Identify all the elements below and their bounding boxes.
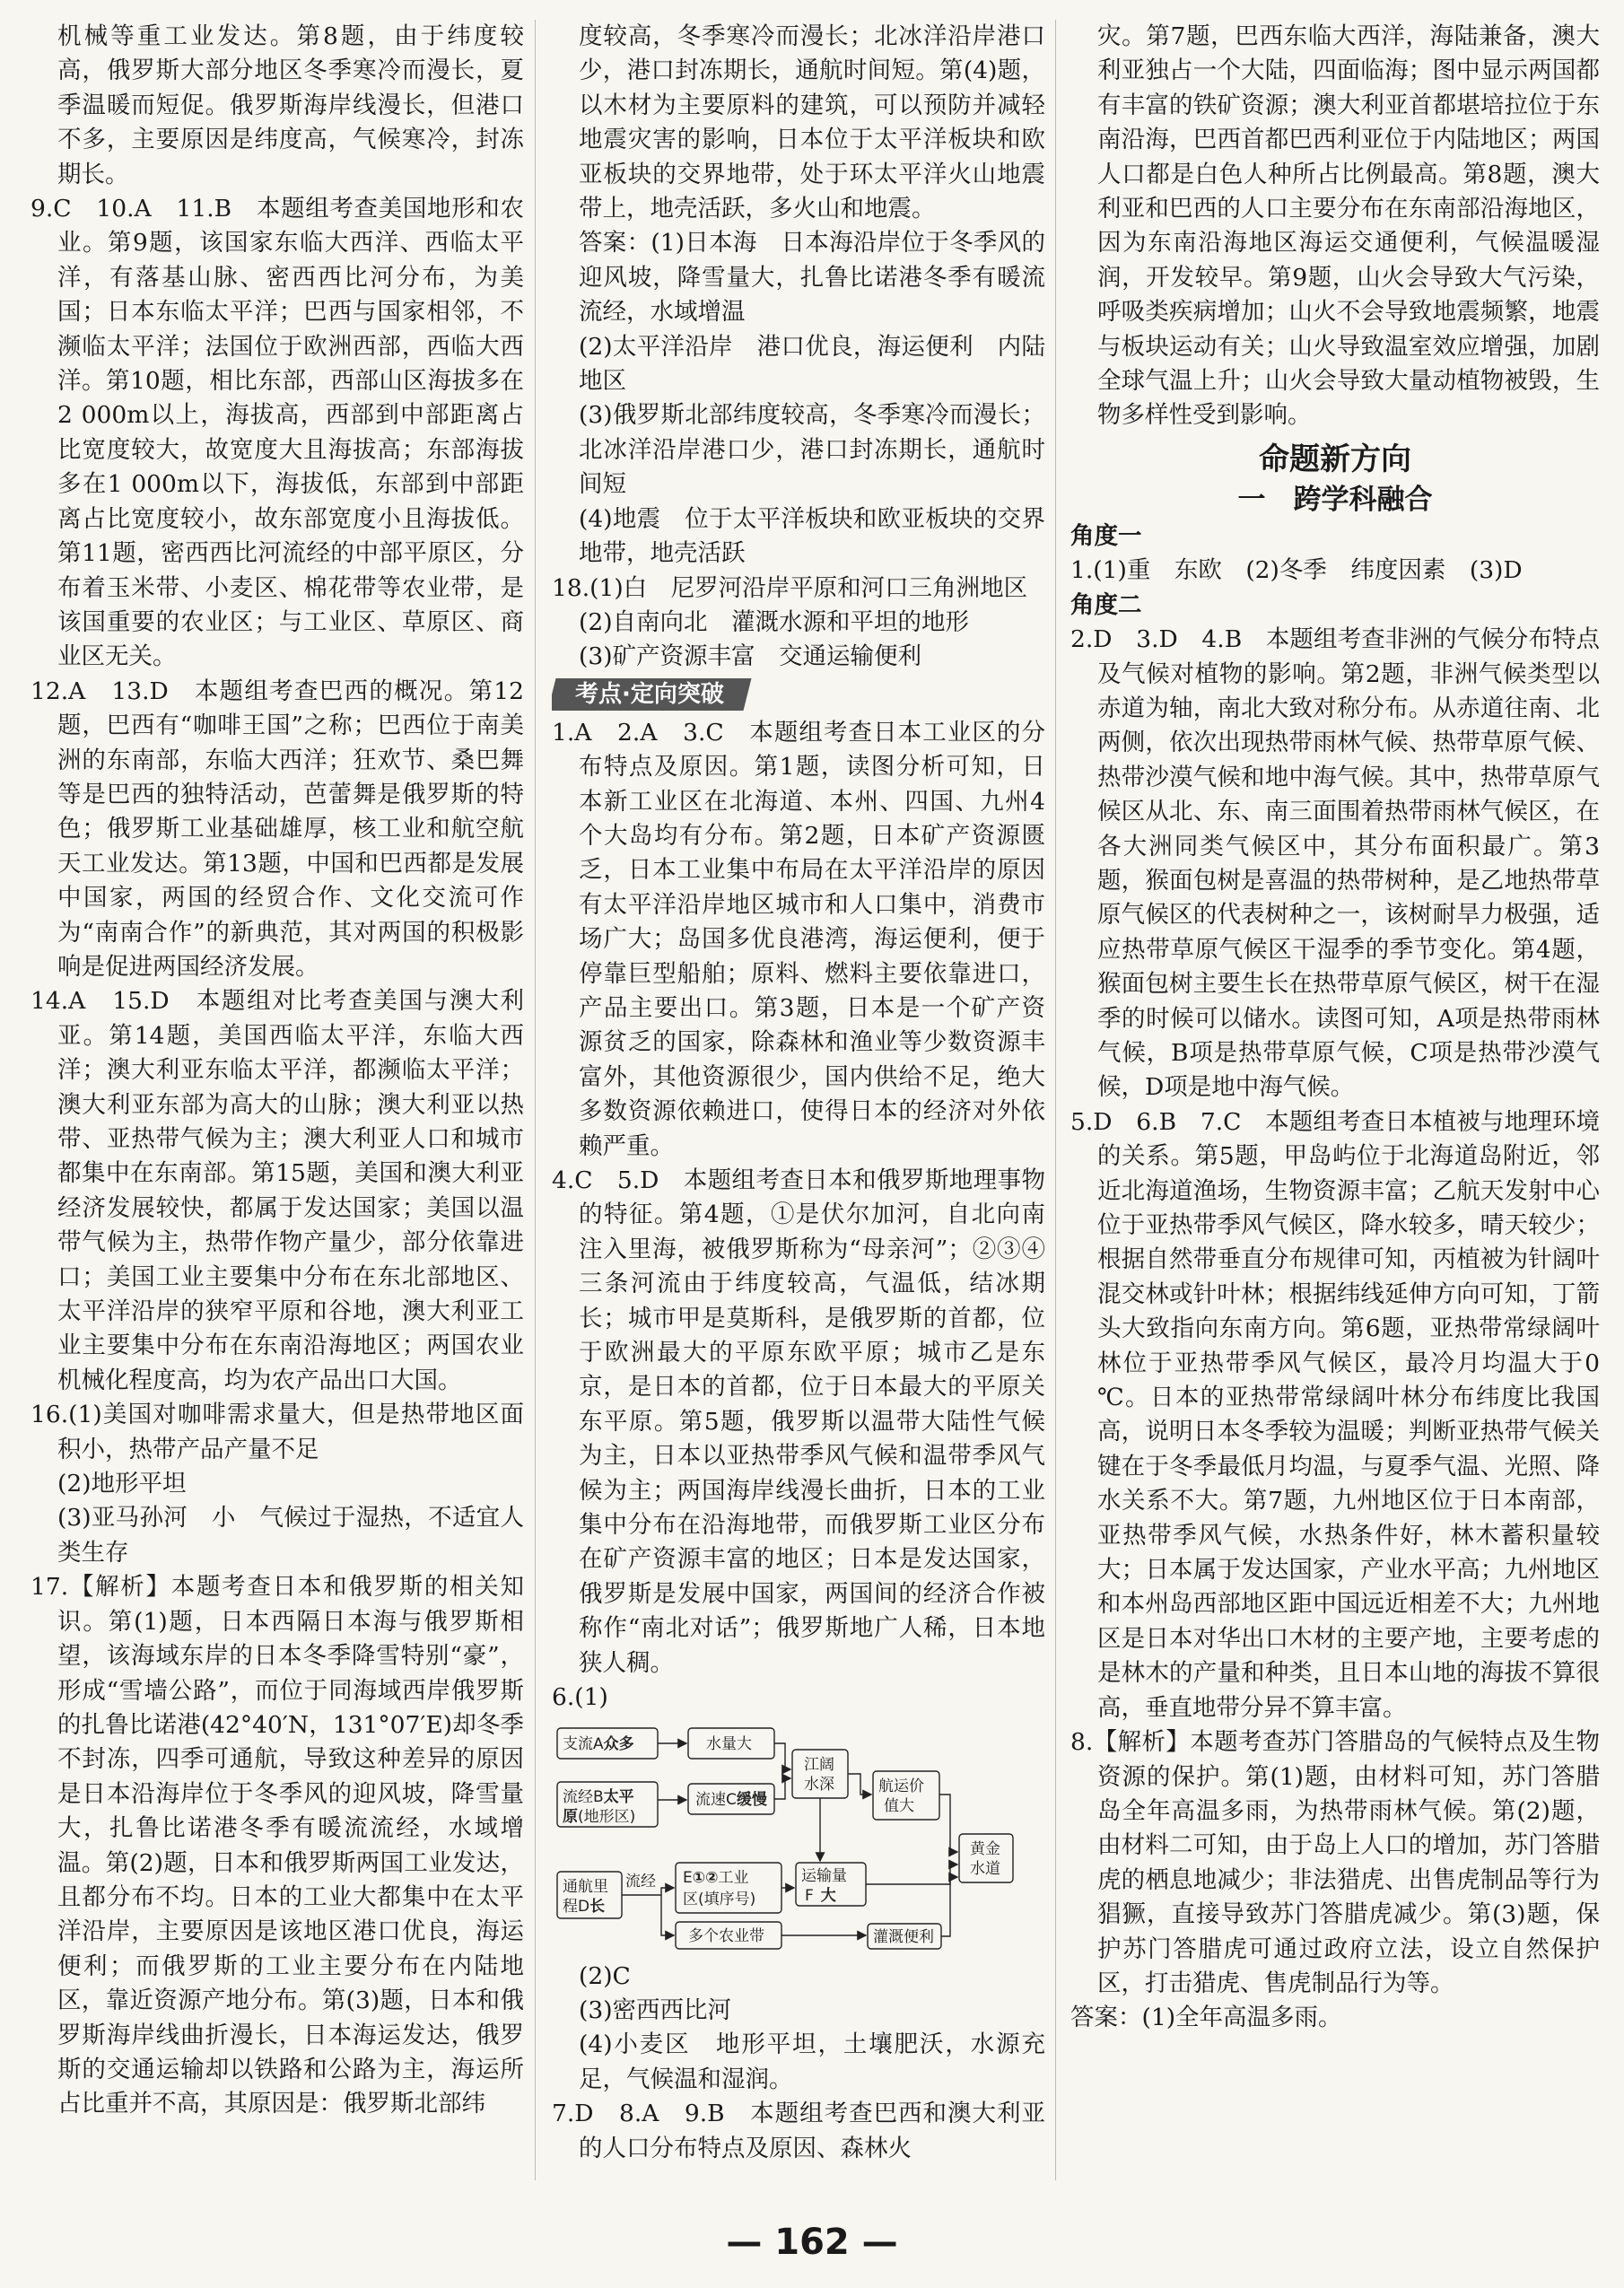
- svg-text:支流A众多: 支流A众多: [563, 1734, 634, 1753]
- svg-text:流经B太平: 流经B太平: [563, 1787, 634, 1806]
- section-title: 命题新方向: [1259, 441, 1411, 477]
- angle-two-answers: [1070, 623, 1600, 2036]
- paragraph: (4)小麦区 地形平坦，土壤肥沃，水源充足，气候温和湿润。: [579, 2030, 1045, 2093]
- paragraph: 2.D 3.D 4.B 本题组考查非洲的气候分布特点及气候对植物的影响。第2题，非洲气候类型以赤道为轴，南北大致对称分布。从赤道往南、北两侧，依次出现热带雨林气候、热带草原气候、热带沙漠气候和地中海气候。其中，热带草原气候区从北、东、南三面围着热带雨林气候区，在各大洲同类气候区中，其分布面积最广。第3题，猴面包树是喜温的热带树种，是乙地热带草原气候区的代表树种之一，该树耐旱力极强，适应热带草原气候区干湿季的季节变化。第4题，猴面包树主要生长在热带草原气候区，树干在湿季的时候可以储水。读图可知，A项是热带雨林气候，B项是热带草原气候，C项是热带沙漠气候，D项是地中海气候。: [1070, 625, 1600, 1102]
- svg-text:多个农业带: 多个农业带: [688, 1926, 764, 1945]
- paragraph: 16.(1)美国对咖啡需求量大，但是热带地区面积小，热带产品产量不足: [31, 1401, 524, 1463]
- paragraph: 18.(1)白 尼罗河沿岸平原和河口三角洲地区: [552, 573, 1028, 602]
- column-left: [31, 20, 524, 2180]
- paragraph: 9.C 10.A 11.B 本题组考查美国地形和农业。第9题，该国家东临大西洋、西临太平洋，有落基山脉、密西西比河分布，为美国；日本东临太平洋；巴西与国家相邻，不濒临太平洋；法国位于欧洲西部，西临大西洋。第10题，相比东部，西部山区海拔多在2 000m以上，海拔高，西部到中部距离占比宽度较大，故宽度大且海拔高；东部海拔多在1 000m以下，海拔低，东部到中部距离占比宽度较小，故东部宽度小且海拔低。第11题，密西西比河流经的中部平原区，分布着玉米带、小麦区、棉花带等农业带，是该国重要的农业区；与工业区、草原区、商业区无关。: [31, 195, 524, 671]
- paragraph: (3)矿产资源丰富 交通运输便利: [579, 642, 922, 671]
- column-middle: [552, 20, 1045, 2180]
- paragraph: 1.(1)重 东欧 (2)冬季 纬度因素 (3)D: [1070, 556, 1523, 585]
- paragraph: (3)亚马孙河 小 气候过于湿热，不适宜人类生存: [57, 1504, 524, 1567]
- page-number: — 162 —: [726, 2222, 898, 2263]
- paragraph: 14.A 15.D 本题组对比考查美国与澳大利亚。第14题，美国西临太平洋，东临大西洋；澳大利亚东临太平洋，都濒临太平洋；澳大利亚东部为高大的山脉；澳大利亚以热带、亚热带气候为主；澳大利亚人口和城市都集中在东南部。第15题，美国和澳大利亚经济发展较快，都属于发达国家；美国以温带气候为主，热带作物产量少，部分依靠进口；美国工业主要集中分布在东北部地区、太平洋沿岸的狭窄平原和谷地，澳大利亚工业主要集中分布在东南沿海地区；两国农业机械化程度高，均为农产品出口大国。: [31, 987, 524, 1394]
- paragraph: 7.D 8.A 9.B 本题组考查巴西和澳大利亚的人口分布特点及原因、森林火: [552, 2100, 1045, 2162]
- svg-text:区(填序号): 区(填序号): [683, 1890, 756, 1908]
- svg-text:E①②工业: E①②工业: [683, 1868, 749, 1887]
- svg-text:程D长: 程D长: [563, 1897, 606, 1916]
- svg-text:流速C缓慢: 流速C缓慢: [695, 1790, 767, 1809]
- answer-block-7-9-cont: [1070, 20, 1600, 433]
- paragraph: (2)C: [579, 1961, 631, 1990]
- section-subtitle: 一 跨学科融合: [1237, 483, 1433, 516]
- angle-one-heading: 角度一: [1070, 521, 1142, 550]
- paragraph: (4)地震 位于太平洋板块和欧亚板块的交界地带，地壳活跃: [579, 504, 1045, 568]
- column-right: [1070, 20, 1600, 2180]
- svg-text:黄金: 黄金: [970, 1839, 1000, 1858]
- paragraph: (2)太平洋沿岸 港口优良，海运便利 内陆地区: [579, 332, 1045, 396]
- paragraph: 答案：(1)全年高温多雨。: [1070, 2004, 1342, 2032]
- svg-text:流经: 流经: [625, 1872, 656, 1891]
- angle-two-heading: 角度二: [1070, 590, 1142, 619]
- paragraph: 12.A 13.D 本题组考查巴西的概况。第12题，巴西有“咖啡王国”之称；巴西位于南美洲的东南部，东临大西洋；狂欢节、桑巴舞等是巴西的独特活动，芭蕾舞是俄罗斯的特色；俄罗斯工业基础雄厚，核工业和航空航天工业发达。第13题，中国和巴西都是发展中国家，两国的经贸合作、文化交流可作为“南南合作”的新典范，其对两国的积极影响是促进两国经济发展。: [31, 677, 524, 981]
- svg-text:水量大: 水量大: [706, 1734, 752, 1753]
- svg-text:水道: 水道: [970, 1859, 1000, 1878]
- paragraph: 5.D 6.B 7.C 本题组考查日本植被与地理环境的关系。第5题，甲岛屿位于北海道岛附近，邻近北海道渔场，生物资源丰富；乙航天发射中心位于亚热带季风气候区，降水较多，晴天较少；根据自然带垂直分布规律可知，丙植被为针阔叶混交林或针叶林；根据纬线延伸方向可知，丁箭头大致指向东南方向。第6题，亚热带常绿阔叶林位于亚热带季风气候区，最冷月均温大于0 ℃。日本的亚热带常绿阔叶林分布纬度比我国高，说明日本冬季较为温暖；判断亚热带气候关键在于冬季最低月均温，与夏季气温、光照、降水关系不大。第7题，九州地区位于日本南部，亚热带季风气候，水热条件好，林木蓄积量较大；日本属于发达国家，产业水平高；九州地区和本州岛西部地区距中国远近相差不大；九州地区是日本对华出口木材的主要产地，主要考虑的是林木的产量和种类，且日本山地的海拔不算很高，垂直地带分异不算丰富。: [1070, 1107, 1600, 1722]
- svg-text:灌溉便利: 灌溉便利: [873, 1927, 934, 1946]
- paragraph: 6.(1): [552, 1683, 608, 1712]
- svg-text:值大: 值大: [884, 1796, 914, 1815]
- section-banner-label: 考点·定向突破: [575, 680, 724, 708]
- paragraph: 答案：(1)日本海 日本海沿岸位于冬季风的迎风坡，降雪量大，扎鲁比诺港冬季有暖流流经，水域增温: [579, 229, 1045, 327]
- answer-block-1-6: [552, 716, 1045, 1716]
- paragraph: (3)密西西比河: [579, 1995, 732, 2024]
- paragraph: 4.C 5.D 本题组考查日本和俄罗斯地理事物的特征。第4题，①是伏尔加河，自北向南注入里海，被俄罗斯称为“母亲河”；②③④三条河流由于纬度较高，气温低，结冰期长；城市甲是莫斯科，是俄罗斯的首都，位于欧洲最大的平原东欧平原；城市乙是东京，是日本的首都，位于日本最大的平原关东平原。第5题，俄罗斯以温带大陆性气候为主，日本以亚热带季风气候和温带季风气候为主；两国海岸线漫长曲折，日本的工业集中分布在沿海地带，而俄罗斯工业区分布在矿产资源丰富的地区；日本是发达国家，俄罗斯是发展中国家，两国间的经济合作被称作“南北对话”；俄罗斯地广人稀，日本地狭人稠。: [552, 1166, 1045, 1677]
- svg-text:通航里: 通航里: [563, 1877, 608, 1896]
- paragraph: (3)俄罗斯北部纬度较高，冬季寒冷而漫长；北冰洋沿岸港口少，港口封冻期长，通航时间短: [579, 401, 1045, 499]
- paragraph: (2)自南向北 灌溉水源和平坦的地形: [579, 607, 970, 636]
- svg-text:F大: F 大: [805, 1886, 836, 1905]
- svg-text:航运价: 航运价: [878, 1777, 924, 1795]
- paragraph: 17.【解析】本题考查日本和俄罗斯的相关知识。第(1)题，日本西隔日本海与俄罗斯相望，该海域东岸的日本冬季降雪特别“豪”，形成“雪墙公路”，而位于同海域西岸俄罗斯的扎鲁比诺港(42°40′N，131°07′E)却冬季不封冻，四季可通航，导致这种差异的原因是日本沿海岸位于冬季风的迎风坡，降雪量大，扎鲁比诺港冬季有暖流流经，水域增温。第(2)题，日本和俄罗斯两国工业发达，且都分布不均。日本的工业大都集中在太平洋沿岸，主要原因是该地区港口优良，海运便利；而俄罗斯的工业主要分布在内陆地区，靠近资源产地分布。第(3)题，日本和俄罗斯海岸线曲折漫长，日本海运发达，俄罗斯的交通运输却以铁路和公路为主，海运所占比重并不高，其原因是：俄罗斯北部纬: [31, 1573, 524, 2118]
- paragraph: 灾。第7题，巴西东临大西洋，海陆兼备，澳大利亚独占一个大陆，四面临海；图中显示两国都有丰富的铁矿资源；澳大利亚首都堪培拉位于东南沿海，巴西首都巴西利亚位于内陆地区；两国人口都是白色人种所占比例最高。第8题，澳大利亚和巴西的人口主要分布在东南部沿海地区，因为东南沿海地区海运交通便利，气候温暖湿润，开发较早。第9题，山火会导致大气污染，呼吸类疾病增加；山火不会导致地震频繁，地震与板块运动有关；山火导致温室效应增强，加剧全球气温上升；山火会导致大量动植物被毁，生物多样性受到影响。: [1097, 22, 1600, 430]
- svg-text:原(地形区): 原(地形区): [563, 1807, 636, 1826]
- angle-one-answers: [1070, 554, 1600, 588]
- svg-text:运输量: 运输量: [801, 1866, 847, 1885]
- answer-block-17-18: [552, 20, 1045, 675]
- answer-block-6-9: [552, 1960, 1045, 2166]
- paragraph: 8.【解析】本题考查苏门答腊岛的气候特点及生物资源的保护。第(1)题，由材料可知，苏门答腊岛全年高温多雨，为热带雨林气候。第(2)题，由材料二可知，由于岛上人口的增加，苏门答腊虎的栖息地减少；非法猎虎、出售虎制品等行为猖獗，直接导致苏门答腊虎减少。第(3)题，保护苏门答腊虎可通过政府立法，设立自然保护区，打击猎虎、售虎制品行为等。: [1070, 1728, 1600, 1997]
- paragraph: 1.A 2.A 3.C 本题组考查日本工业区的分布特点及原因。第1题，读图分析可知，日本新工业区在北海道、本州、四国、九州4个大岛均有分布。第2题，日本矿产资源匮乏，日本工业集中布局在太平洋沿岸的原因有太平洋沿岸地区城市和人口集中，消费市场广大；岛国多优良港湾，海运便利，便于停靠巨型船舶；原料、燃料主要依靠进口，产品主要出口。第3题，日本是一个矿产资源贫乏的国家，除森林和渔业等少数资源丰富外，其他资源很少，国内供给不足，绝大多数资源依赖进口，使得日本的经济对外依赖严重。: [552, 718, 1045, 1160]
- mississippi-flowchart: [555, 1719, 1040, 1954]
- paragraph: 度较高，冬季寒冷而漫长；北冰洋沿岸港口少，港口封冻期长，通航时间短。第(4)题，以木材为主要原料的建筑，可以预防并减轻地震灾害的影响，日本位于太平洋板块和欧亚板块的交界地带，处于环太平洋火山地震带上，地壳活跃，多火山和地震。: [579, 22, 1045, 223]
- paragraph: 机械等重工业发达。第8题，由于纬度较高，俄罗斯大部分地区冬季寒冷而漫长，夏季温暖而短促。俄罗斯海岸线漫长，但港口不多，主要原因是纬度高，气候寒冷，封冻期长。: [57, 22, 524, 188]
- section-banner: [552, 678, 751, 711]
- svg-text:江阔: 江阔: [804, 1755, 834, 1774]
- paragraph: (2)地形平坦: [57, 1470, 187, 1498]
- svg-text:水深: 水深: [804, 1775, 834, 1794]
